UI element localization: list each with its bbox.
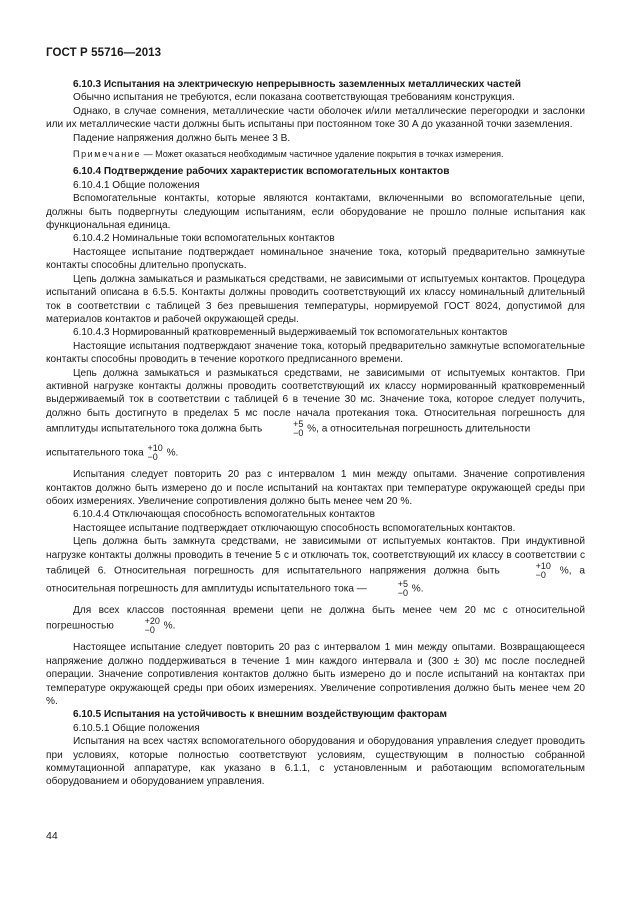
section-6-10-5-title: 6.10.5 Испытания на устойчивость к внешним воздействующим факторам xyxy=(73,709,447,721)
paragraph: Цепь должна замыкаться и размыкаться средствами, не зависимыми от испытуемых контактов. Процедура испытаний описана в 6.5.5. Контакты должны проводить соответствующий их классу номинальный длительный ток в соответствии с таблицей 3 без превышения температуры, нормируемой ГОСТ 8024, допустимой для материалов контактов и рабочей окружающей среды. xyxy=(46,273,585,325)
paragraph: Настоящие испытания подтверждают значение тока, который предварительно замкнутые вспомогательные контакты способны проводить в течение короткого предписанного времени. xyxy=(46,340,585,366)
subsection-6-10-4-2-title: 6.10.4.2 Номинальные токи вспомогательных контактов xyxy=(73,233,335,245)
paragraph: Падение напряжения должно быть менее 3 В. xyxy=(73,132,291,144)
paragraph: Испытания следует повторить 20 раз с интервалом 1 мин между опытами. Значение сопротивления контактов должно быть измерено до и после испытаний на контактах при температуре окружающей среды при обоих измерениях. Увеличение сопротивления должно быть менее чем 20 %. xyxy=(46,469,585,507)
subsection-6-10-4-3-title: 6.10.4.3 Нормированный кратковременный выдерживаемый ток вспомогательных контактов xyxy=(73,327,508,339)
note xyxy=(46,148,585,161)
tolerance-fraction: +10 −0 xyxy=(535,561,551,580)
subsection-6-10-4-4-title: 6.10.4.4 Отключающая способность вспомогательных контактов xyxy=(73,509,376,521)
paragraph: Настоящее испытание подтверждает номинальное значение тока, который предварительно замкнутые контакты способны длительно пропускать. xyxy=(46,246,585,272)
paragraph: Настоящее испытание следует повторить 20 раз с интервалом 1 мин между опытами. Возвращающееся напряжение должно поддерживаться в течение 1 мин каждого интервала и (300 ± 30) мс после последней операции. Значение сопротивления контактов должно быть измерено до и после испытаний на контактах при температуре окружающей среды при обоих измерениях. Увеличение сопротивления должно быть менее чем 20 %. xyxy=(46,642,585,708)
paragraph: Вспомогательные контакты, которые являются контактами, включенными во вспомогательные цепи, должны быть подвергнуты следующим испытаниям, если оборудование не прошло полные испытания как функциональная единица. xyxy=(46,193,585,232)
paragraph: Испытания на всех частях вспомогательного оборудования и оборудования управления следует проводить при условиях, которые полностью соответствуют условиям, существующим в полностью собранной коммутационной аппаратуре, как указано в 6.1.1, с установленным и работающим вспомогательным оборудованием и оборудованием управления. xyxy=(46,736,585,788)
page-number: 44 xyxy=(46,830,58,842)
document-header: ГОСТ Р 55716—2013 xyxy=(46,47,162,59)
paragraph-time-constant: Для всех классов постоянная времени цепи не должна быть менее чем 20 мс с относительной погрешностью +20 −0 %. xyxy=(46,605,585,636)
tolerance-fraction: +5 −0 xyxy=(293,419,304,439)
subsection-6-10-5-1-title: 6.10.5.1 Общие положения xyxy=(73,722,200,734)
paragraph: Обычно испытания не требуются, если показана соответствующая требованиям конструкция. xyxy=(73,92,515,104)
tolerance-fraction: +10 −0 xyxy=(147,443,163,463)
section-6-10-3-title: 6.10.3 Испытания на электрическую непрерывность заземленных металлических частей xyxy=(73,79,522,90)
paragraph: Однако, в случае сомнения, металлические части оболочек и/или металлические перегородки и заслонки или их металлические части должны быть испытаны при постоянном токе 30 А до указанной точки заземления. xyxy=(46,105,585,131)
tolerance-fraction: +5 −0 xyxy=(397,579,408,598)
paragraph-voltage-tolerance: Цепь должна быть замкнута средствами, не зависимыми от испытуемых контактов. При индуктивной нагрузке контакты должны проводить в течение 5 с и отключать ток, соответствующий их классу в соответствии с таблицей 6. Относительная погрешность для испытательного напряжения должна быть +10 −0 %, а относительная погрешность для амплитуды испытательного тока — +5 −0 %. xyxy=(46,536,585,598)
subsection-6-10-4-1-title: 6.10.4.1 Общие положения xyxy=(73,179,200,191)
paragraph-duration-tolerance: испытательного тока +10 −0 %. xyxy=(46,443,179,463)
document-body xyxy=(46,78,585,789)
paragraph-current-tolerance: Цепь должна замыкаться и размыкаться средствами, не зависимыми от испытуемых контактов. При активной нагрузке контакты должны проводить соответствующий их классу нормированный кратковременный выдерживаемый ток в соответствии с таблицей 6 в течение 30 мс. Значение тока, которое следует получить, должно быть достигнуто в пределах 5 мс после начала протекания тока. Относительная погрешность для амплитуды испытательного тока должна быть +5 −0 %, а относительная погрешность длительности xyxy=(46,367,585,439)
paragraph: Настоящее испытание подтверждает отключающую способность вспомогательных контактов. xyxy=(73,522,516,534)
tolerance-fraction: +20 −0 xyxy=(144,616,160,636)
note-text: — Может оказаться необходимым частичное удаление покрытия в точках измерения. xyxy=(141,149,504,160)
section-6-10-4-title: 6.10.4 Подтверждение рабочих характеристик вспомогательных контактов xyxy=(73,166,450,178)
note-label: Примечание xyxy=(73,149,142,160)
